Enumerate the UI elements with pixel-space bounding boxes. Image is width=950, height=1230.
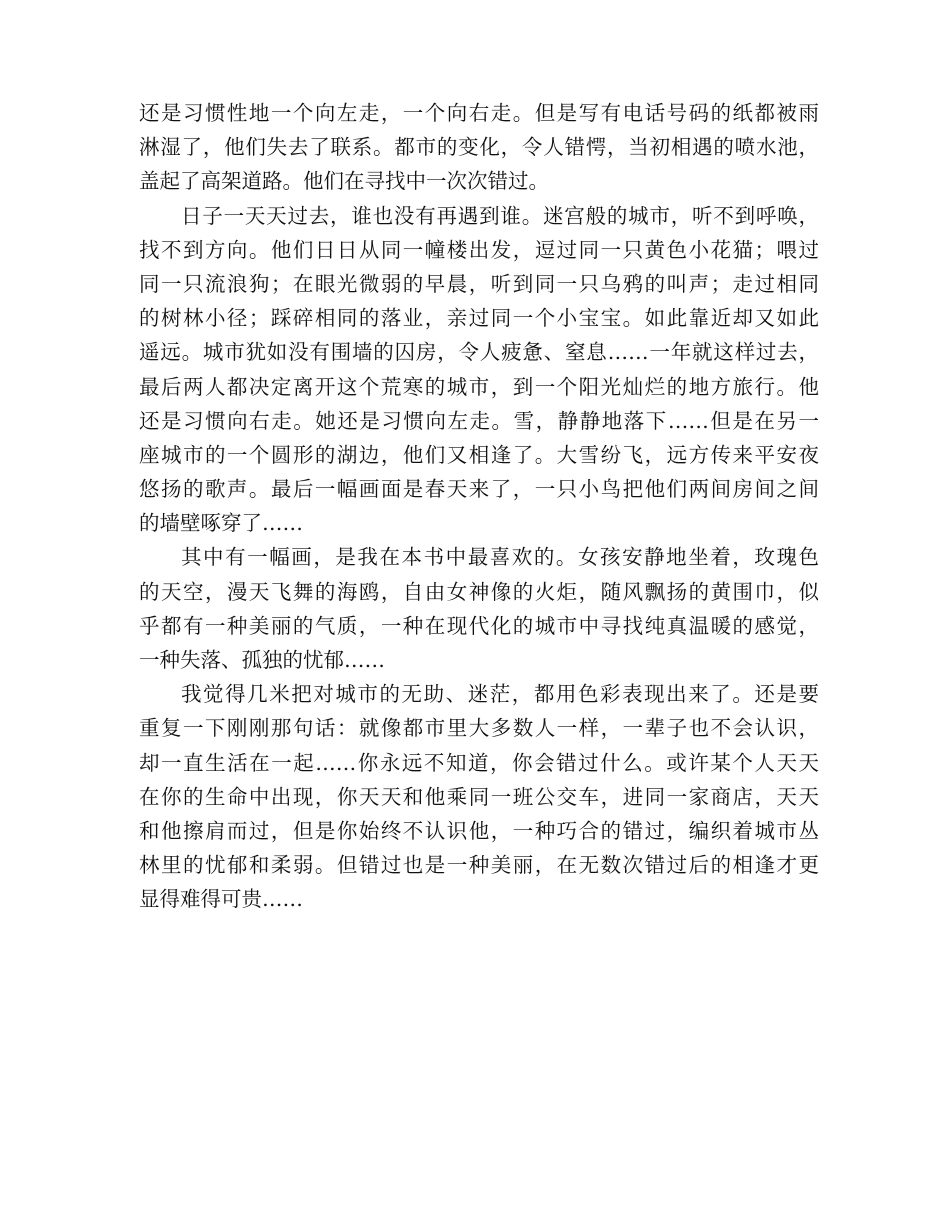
paragraph-first-line: 其中有一幅画，是我在本书中最喜欢的。女孩安静地坐着，玫瑰色 [181, 545, 819, 570]
text-line: 林里的忧郁和柔弱。但错过也是一种美丽，在无数次错过后的相逢才更 [139, 853, 819, 878]
body-text [139, 96, 819, 917]
text-line: 遥远。城市犹如没有围墙的囚房，令人疲惫、窒息……一年就这样过去， [139, 340, 819, 365]
text-line: 找不到方向。他们日日从同一幢楼出发，逗过同一只黄色小花猫；喂过 [139, 237, 819, 262]
text-line: 淋湿了，他们失去了联系。都市的变化，令人错愕，当初相遇的喷水池， [139, 135, 819, 160]
text-line: 一种失落、孤独的忧郁…… [139, 648, 385, 672]
paragraph-first-line: 日子一天天过去，谁也没有再遇到谁。迷宫般的城市，听不到呼唤， [181, 203, 819, 228]
text-line: 在你的生命中出现，你天天和他乘同一班公交车，进同一家商店，天天 [139, 784, 819, 809]
text-line: 和他擦肩而过，但是你始终不认识他，一种巧合的错过，编织着城市丛 [139, 818, 819, 843]
text-line: 的墙壁啄穿了…… [139, 511, 303, 536]
text-line: 最后两人都决定离开这个荒寒的城市，到一个阳光灿烂的地方旅行。他 [139, 374, 819, 399]
text-line: 的树林小径；踩碎相同的落业，亲过同一个小宝宝。如此靠近却又如此 [139, 306, 819, 331]
text-line: 座城市的一个圆形的湖边，他们又相逢了。大雪纷飞，远方传来平安夜 [139, 442, 819, 467]
text-line: 悠扬的歌声。最后一幅画面是春天来了，一只小鸟把他们两间房间之间 [139, 477, 819, 502]
text-line: 却一直生活在一起……你永远不知道，你会错过什么。或许某个人天天 [139, 750, 819, 775]
text-line: 重复一下刚刚那句话：就像都市里大多数人一样，一辈子也不会认识， [139, 716, 819, 741]
paragraph-first-line: 我觉得几米把对城市的无助、迷茫，都用色彩表现出来了。还是要 [181, 682, 819, 707]
text-line: 的天空，漫天飞舞的海鸥，自由女神像的火炬，随风飘扬的黄围巾，似 [139, 579, 819, 604]
text-line: 显得难得可贵…… [139, 887, 303, 912]
text-line: 盖起了高架道路。他们在寻找中一次次错过。 [139, 169, 549, 194]
text-line: 同一只流浪狗；在眼光微弱的早晨，听到同一只乌鸦的叫声；走过相同 [139, 271, 819, 296]
text-line: 乎都有一种美丽的气质，一种在现代化的城市中寻找纯真温暖的感觉， [139, 613, 819, 638]
text-line: 还是习惯性地一个向左走，一个向右走。但是写有电话号码的纸都被雨 [139, 101, 819, 125]
text-line: 还是习惯向右走。她还是习惯向左走。雪，静静地落下……但是在另一 [139, 408, 819, 433]
